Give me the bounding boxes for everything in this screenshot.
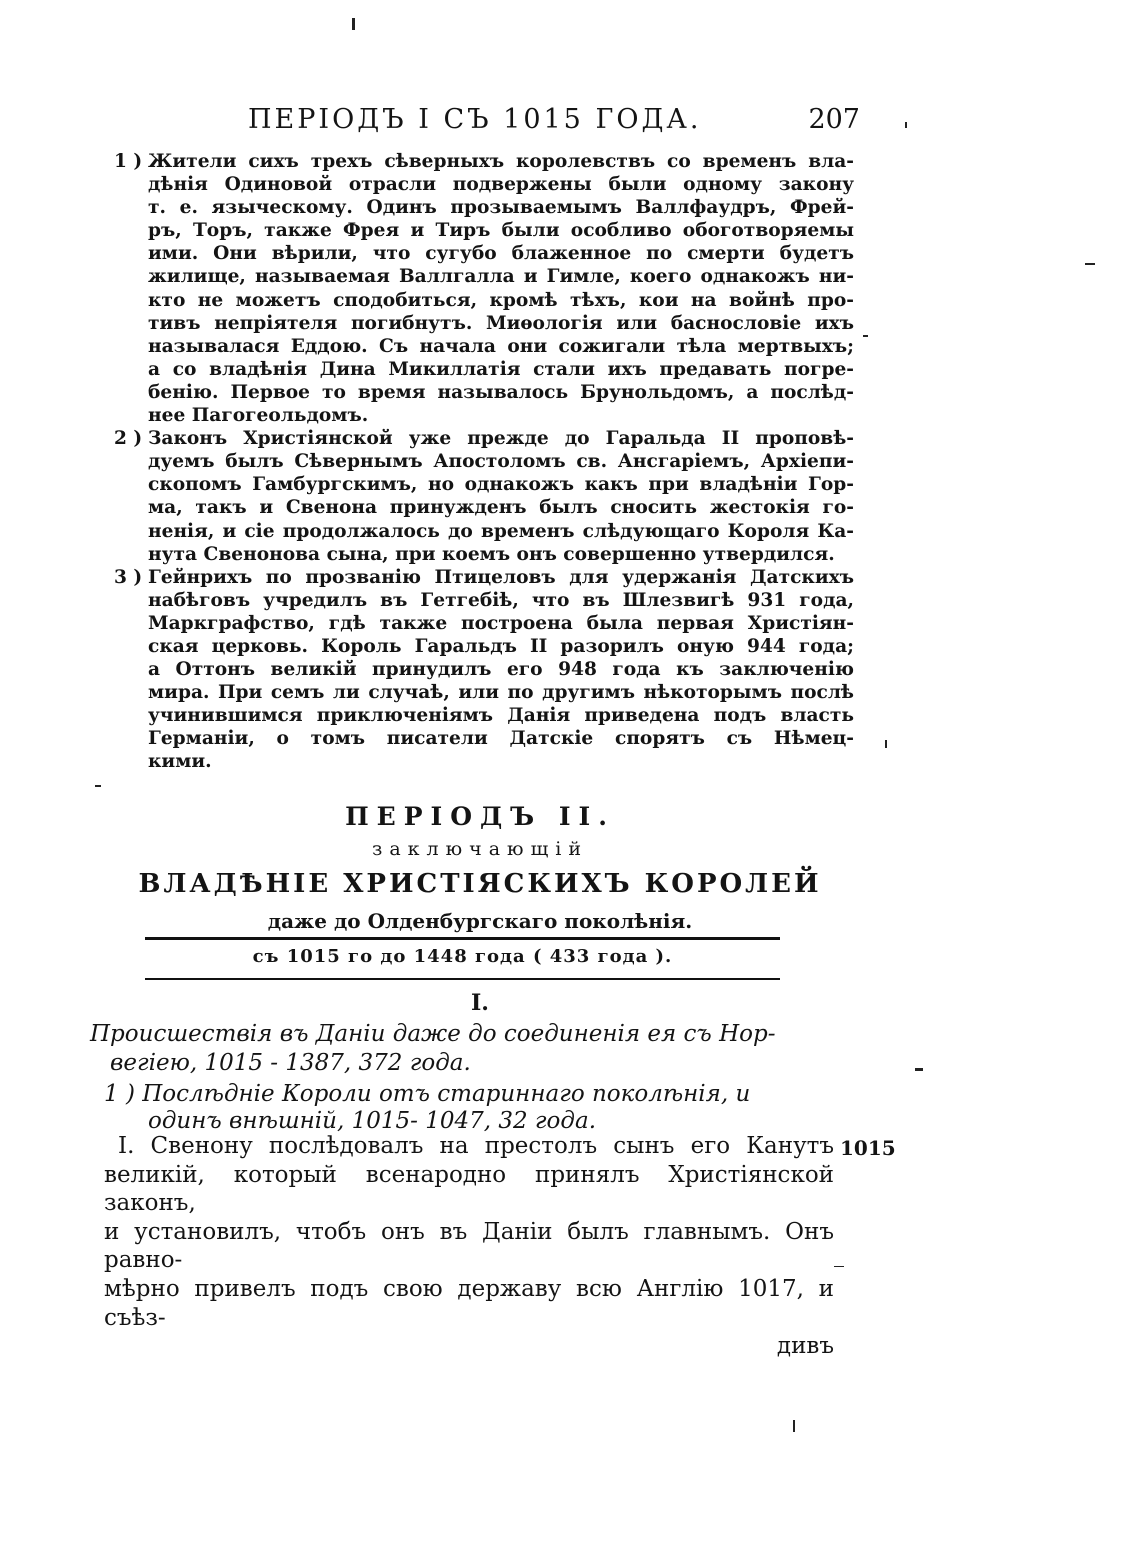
text-line: и установилъ, чтобъ онъ въ Данiи былъ главнымъ. Онъ равно-: [104, 1218, 834, 1274]
text-line: дуемъ былъ Сѣвернымъ Апостоломъ св. Ансгарiемъ, Архiепи-: [148, 451, 854, 473]
text-line: тивъ непрiятеля погибнутъ. Миѳологiя или баснословiе ихъ: [148, 312, 854, 334]
text-line: бенiю. Первое то время называлось Брунольдомъ, а послѣд-: [148, 381, 854, 403]
subsection-title: [104, 1081, 839, 1135]
text-line: ская церковь. Король Гаральдъ II разорилъ оную 944 года;: [148, 635, 854, 657]
page-header: [140, 104, 860, 148]
text-line: скопомъ Гамбургскимъ, но однакожъ какъ при владѣнiи Гор-: [148, 474, 854, 496]
text-line: жилище, называемая Валлгалла и Гимле, коего однакожъ ни-: [148, 266, 854, 288]
scan-speck: [915, 1068, 923, 1071]
scan-speck: [885, 740, 887, 748]
text-line: нута Свенонова сына, при коемъ онъ совершенно утвердился.: [148, 543, 835, 565]
scan-speck: [352, 18, 355, 30]
text-line: ръ, Торъ, также Фрея и Тиръ были особливо обоготворяемы: [148, 220, 854, 242]
text-line: Законъ Христiянской уже прежде до Гаральда II проповѣ-: [148, 428, 854, 450]
catchword: дивъ: [776, 1333, 834, 1360]
period-heading: ПЕРIОДЪ II.: [345, 802, 615, 831]
section-number: I.: [471, 990, 489, 1016]
text-line: Жители сихъ трехъ сѣверныхъ королевствъ со временъ вла-: [148, 151, 854, 172]
subsection-title-line: одинъ внѣшнiй, 1015- 1047, 32 года.: [148, 1108, 597, 1134]
text-line: мира. При семъ ли случаѣ, или по другимъ нѣкоторымъ послѣ: [148, 682, 854, 704]
section-title-line: Происшествiя въ Данiи даже до соединенiя ея съ Нор-: [90, 1021, 776, 1047]
divider-rule: [145, 978, 780, 980]
text-line: кими.: [148, 751, 212, 773]
text-line: Гейнрихъ по прозванiю Птицеловъ для удержанiя Датскихъ: [148, 566, 854, 588]
margin-year: 1015: [840, 1136, 896, 1160]
subsection-title-line: Послѣднiе Короли отъ стариннаго поколѣнiя, и: [142, 1081, 751, 1107]
scan-speck: [863, 335, 868, 337]
text-line: нее Пагогеольдомъ.: [148, 405, 369, 427]
section-title-line: вегiею, 1015 - 1387, 372 года.: [110, 1050, 471, 1076]
scan-speck: [1085, 263, 1095, 265]
text-line: ими. Они вѣрили, что сугубо блаженное по смерти будетъ: [148, 243, 854, 265]
text-line: называлася Еддою. Съ начала они сожигали тѣла мертвыхъ;: [148, 335, 854, 357]
footnote-2: [114, 427, 854, 566]
footnote-marker: 2 ): [114, 428, 143, 450]
text-line: т. е. языческому. Одинъ прозываемымъ Валлфаудръ, Фрей-: [148, 197, 854, 219]
text-line: Германiи, о томъ писатели Датскiе спорятъ съ Нѣмец-: [148, 728, 854, 750]
text-line: набѣговъ учредилъ въ Гетгебiѣ, что въ Шлезвигѣ 931 года,: [148, 589, 854, 611]
text-line: учинившимся приключенiямъ Данiя приведена подъ власть: [148, 705, 854, 727]
text-line: Маркграфство, гдѣ также построена была первая Христiян-: [148, 612, 854, 634]
footnotes: [114, 150, 854, 774]
period-heading-block: [120, 800, 840, 938]
page-number: 207: [808, 104, 860, 135]
footnote-3: [114, 566, 854, 774]
section-title: [90, 1020, 835, 1078]
scan-speck: [793, 1420, 795, 1432]
text-line: ма, такъ и Свенона принужденъ былъ сносить жестокiя го-: [148, 497, 854, 519]
period-subtitle: заключающiй: [371, 838, 588, 860]
running-head: ПЕРIОДЪ I СЪ 1015 ГОДА.: [248, 104, 702, 135]
text-line: I. Свенону послѣдовалъ на престолъ сынъ его Канутъ: [118, 1133, 834, 1159]
footnote-1: [114, 150, 854, 427]
text-line: а со владѣнiя Дина Микиллатiя стали ихъ предавать погре-: [148, 358, 854, 380]
text-line: кто не можетъ сподобиться, кромѣ тѣхъ, кои на войнѣ про-: [148, 289, 854, 311]
footnote-marker: 3 ): [114, 566, 143, 588]
scan-speck: [905, 122, 907, 128]
divider-rule: [145, 937, 780, 940]
subsection-marker: 1 ): [104, 1081, 135, 1107]
date-range: съ 1015 го до 1448 года ( 433 года ).: [252, 946, 673, 967]
text-line: ненiя, и сiе продолжалось до временъ слѣдующаго Короля Ка-: [148, 520, 854, 542]
text-line: великiй, который всенародно принялъ Христiянской законъ,: [104, 1161, 834, 1217]
period-title: ВЛАДѢНIЕ ХРИСТIЯСКИХЪ КОРОЛЕЙ: [138, 869, 822, 899]
scan-speck: [95, 785, 101, 787]
text-line: мѣрно привелъ подъ свою державу всю Англiю 1017, и съѣз-: [104, 1275, 834, 1331]
period-subtitle-2: даже до Олденбургскаго поколѣнiя.: [267, 909, 693, 933]
body-paragraph: [104, 1132, 834, 1361]
footnote-marker: 1 ): [114, 151, 143, 172]
text-line: дѣнiя Одиновой отрасли подвержены были одному закону: [148, 174, 854, 196]
text-line: а Оттонъ великiй принудилъ его 948 года къ заключенiю: [148, 659, 854, 681]
scan-speck: [834, 1266, 844, 1267]
